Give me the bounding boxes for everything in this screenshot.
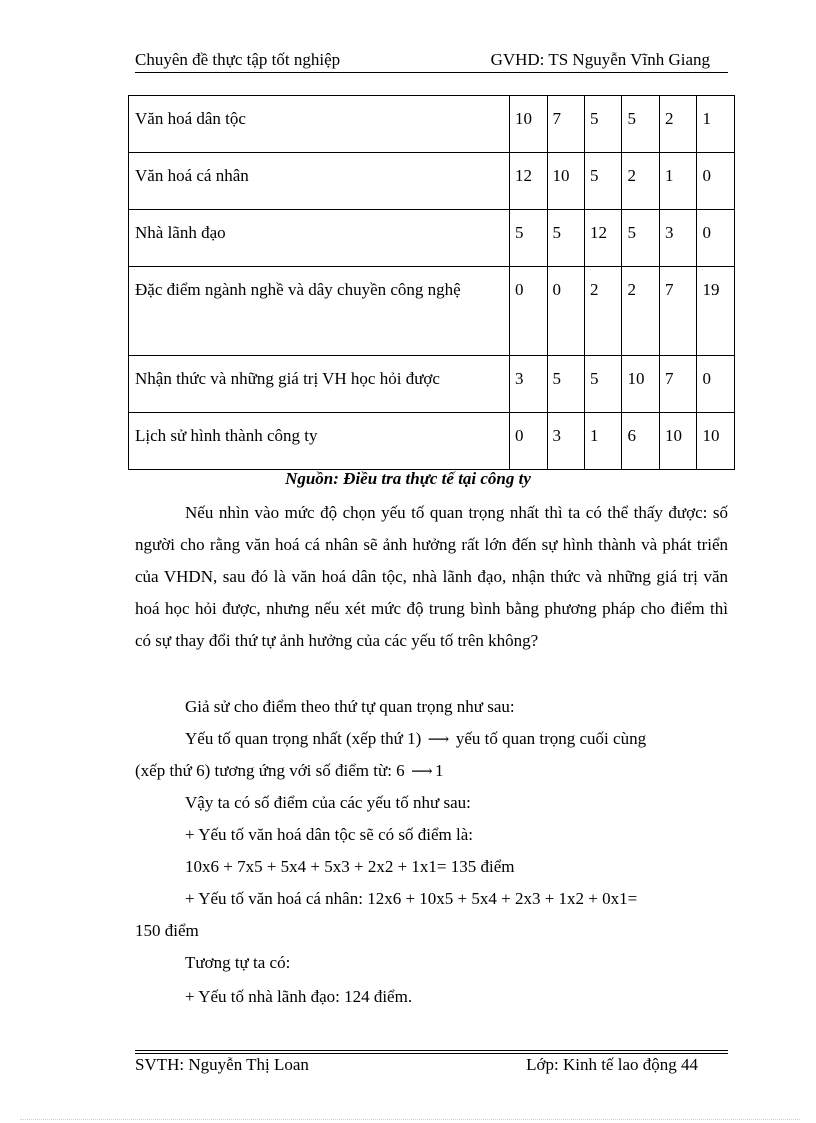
rank-count-cell: 7 xyxy=(547,96,584,153)
rank-count-cell: 0 xyxy=(547,267,584,356)
scoring-range-end: 1 xyxy=(434,761,444,780)
rank-count-cell: 5 xyxy=(584,153,621,210)
row-label: Nhận thức và những giá trị VH học hỏi được xyxy=(129,356,510,413)
rank-count-cell: 1 xyxy=(584,413,621,470)
table-row xyxy=(129,96,735,153)
rank-count-cell: 3 xyxy=(659,210,696,267)
rank-count-cell: 5 xyxy=(547,210,584,267)
rank-count-cell: 5 xyxy=(510,210,547,267)
leader-score: + Yếu tố nhà lãnh đạo: 124 điểm. xyxy=(185,987,413,1006)
rank-count-cell: 0 xyxy=(697,153,735,210)
rank-count-cell: 7 xyxy=(659,356,696,413)
rank-count-cell: 19 xyxy=(697,267,735,356)
rank-count-cell: 12 xyxy=(584,210,621,267)
national-culture-formula: 10x6 + 7x5 + 5x4 + 5x3 + 2x2 + 1x1= 135 điểm xyxy=(185,857,515,876)
rank-count-cell: 3 xyxy=(510,356,547,413)
scoring-range-text: (xếp thứ 6) tương ứng với số điểm từ: 6 xyxy=(135,761,405,780)
table-row xyxy=(129,153,735,210)
header-supervisor: GVHD: TS Nguyễn Vĩnh Giang xyxy=(490,50,710,69)
row-label: Văn hoá cá nhân xyxy=(129,153,510,210)
rank-count-cell: 10 xyxy=(659,413,696,470)
rank-count-cell: 7 xyxy=(659,267,696,356)
personal-culture-score: 150 điểm xyxy=(135,921,199,940)
table-row xyxy=(129,356,735,413)
rank-count-cell: 0 xyxy=(697,210,735,267)
footer-student: SVTH: Nguyễn Thị Loan xyxy=(135,1055,309,1074)
rank-count-cell: 10 xyxy=(510,96,547,153)
national-culture-label: + Yếu tố văn hoá dân tộc sẽ có số điểm là: xyxy=(185,825,473,844)
page-header xyxy=(135,48,728,73)
rank-count-cell: 2 xyxy=(659,96,696,153)
rank-count-cell: 2 xyxy=(622,267,659,356)
rank-count-cell: 5 xyxy=(622,96,659,153)
rank-count-cell: 10 xyxy=(547,153,584,210)
footer-class: Lớp: Kinh tế lao động 44 xyxy=(526,1055,698,1074)
rank-count-cell: 0 xyxy=(697,356,735,413)
table-row xyxy=(129,267,735,356)
rank-count-cell: 10 xyxy=(697,413,735,470)
rank-count-cell: 3 xyxy=(547,413,584,470)
row-label: Nhà lãnh đạo xyxy=(129,210,510,267)
rank-count-cell: 12 xyxy=(510,153,547,210)
header-title: Chuyên đề thực tập tốt nghiệp xyxy=(135,50,341,69)
personal-culture-formula: + Yếu tố văn hoá cá nhân: 12x6 + 10x5 + 5x4 + 2x3 + 1x2 + 0x1= xyxy=(185,889,638,908)
page-edge xyxy=(20,1119,800,1120)
arrow-right-icon: ⟶ xyxy=(427,732,450,748)
scoring-rule-start: Yếu tố quan trọng nhất (xếp thứ 1) xyxy=(185,729,422,748)
rank-count-cell: 0 xyxy=(510,267,547,356)
row-label: Đặc điểm ngành nghề và dây chuyền công nghệ xyxy=(129,267,510,356)
rank-count-cell: 1 xyxy=(659,153,696,210)
row-label: Lịch sử hình thành công ty xyxy=(129,413,510,470)
rank-count-cell: 5 xyxy=(584,96,621,153)
scoring-rule-end: yếu tố quan trọng cuối cùng xyxy=(455,729,647,748)
arrow-right-icon: ⟶ xyxy=(411,764,433,780)
survey-table xyxy=(128,95,735,470)
rank-count-cell: 5 xyxy=(622,210,659,267)
scoring-rule-line xyxy=(185,729,646,749)
rank-count-cell: 0 xyxy=(510,413,547,470)
rank-count-cell: 5 xyxy=(584,356,621,413)
scoring-range-line xyxy=(135,761,443,781)
table-row xyxy=(129,210,735,267)
analysis-paragraph: Nếu nhìn vào mức độ chọn yếu tố quan trọng nhất thì ta có thể thấy được: số người cho rằng văn hoá cá nhân sẽ ảnh hưởng rất lớn đến sự hình thành và phát triển của VHDN, sau đó là văn hoá dân tộc, nhà lãnh đạo, nhận thức và những giá trị văn hoá học hỏi được, nhưng nếu xét mức độ trung bình bằng phương pháp cho điểm thì có sự thay đổi thứ tự ảnh hưởng của các yếu tố trên không? xyxy=(135,503,728,650)
scores-intro: Vậy ta có số điểm của các yếu tố như sau: xyxy=(185,793,471,812)
rank-count-cell: 1 xyxy=(697,96,735,153)
rank-count-cell: 6 xyxy=(622,413,659,470)
rank-count-cell: 5 xyxy=(547,356,584,413)
footer-rule xyxy=(135,1053,728,1054)
rank-count-cell: 10 xyxy=(622,356,659,413)
rank-count-cell: 2 xyxy=(584,267,621,356)
row-label: Văn hoá dân tộc xyxy=(129,96,510,153)
footer-rule xyxy=(135,1050,728,1051)
scoring-intro: Giả sử cho điểm theo thứ tự quan trọng như sau: xyxy=(185,697,515,716)
similarly-text: Tương tự ta có: xyxy=(185,953,291,972)
rank-count-cell: 2 xyxy=(622,153,659,210)
table-row xyxy=(129,413,735,470)
table-source: Nguồn: Điều tra thực tế tại công ty xyxy=(285,469,531,488)
